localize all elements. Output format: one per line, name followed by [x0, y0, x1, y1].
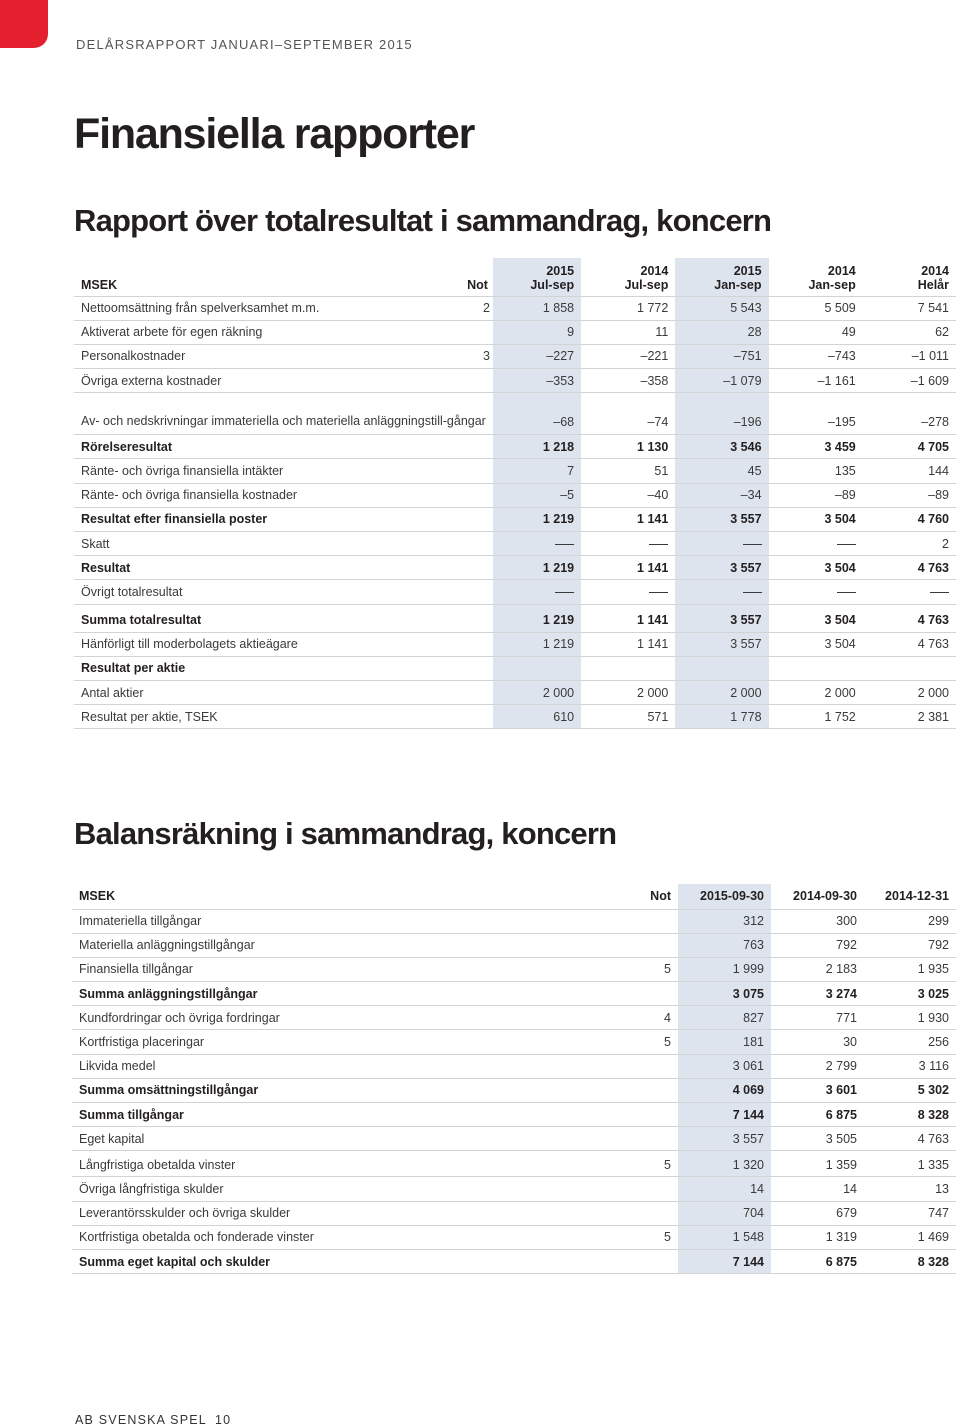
row-value: 7 144	[678, 1249, 771, 1273]
row-label: Leverantörsskulder och övriga skulder	[72, 1201, 592, 1225]
row-value: 2 000	[493, 680, 581, 704]
table-row	[72, 982, 956, 1006]
row-note	[592, 982, 678, 1006]
row-value: –89	[863, 483, 956, 507]
table-row	[74, 507, 956, 531]
row-value	[581, 532, 675, 556]
row-label: Immateriella tillgångar	[72, 909, 592, 933]
row-note	[592, 909, 678, 933]
table-row	[74, 320, 956, 344]
row-value: 1 469	[864, 1225, 956, 1249]
column-header-2014-09-30: 2014-09-30	[771, 884, 864, 909]
row-label: Materiella anläggningstillgångar	[72, 933, 592, 957]
column-header-note: Not	[467, 277, 488, 292]
empty-value-dash	[555, 544, 574, 545]
row-note	[592, 1249, 678, 1273]
row-value: 1 778	[675, 705, 768, 729]
empty-value-dash	[930, 592, 949, 593]
row-value	[675, 580, 768, 604]
row-label: Aktiverat arbete för egen räkning	[74, 320, 493, 344]
footer-company: AB SVENSKA SPEL	[75, 1413, 207, 1427]
column-header-msek: MSEK	[72, 884, 592, 909]
table-row: Personalkostnader 3 –227 –221 –751 –743 –1 011	[74, 344, 956, 368]
row-note	[592, 1201, 678, 1225]
row-value: 2 381	[863, 705, 956, 729]
row-value: 827	[678, 1006, 771, 1030]
row-value: 2 000	[769, 680, 863, 704]
row-value: 2 000	[675, 680, 768, 704]
row-value: 1 219	[493, 556, 581, 580]
empty-value-dash	[555, 592, 574, 593]
row-value: 6 875	[771, 1103, 864, 1127]
row-value: 51	[581, 459, 675, 483]
row-label: Nettoomsättning från spelverksamhet m.m.	[74, 296, 493, 320]
row-value: 181	[678, 1030, 771, 1054]
row-value: 4 705	[863, 435, 956, 459]
row-value: 571	[581, 705, 675, 729]
row-label: Summa anläggningstillgångar	[72, 982, 592, 1006]
income-statement-title: Rapport över totalresultat i sammandrag, koncern	[74, 203, 772, 238]
row-value: 30	[771, 1030, 864, 1054]
row-value: –278	[863, 393, 956, 435]
table-row	[74, 604, 956, 632]
row-value: 5 302	[864, 1078, 956, 1102]
row-value: 49	[769, 320, 863, 344]
row-value: –1 011	[863, 344, 956, 368]
row-value	[863, 656, 956, 680]
table-row	[72, 1127, 956, 1151]
row-value: 5 509	[769, 296, 863, 320]
row-value: 9	[493, 320, 581, 344]
table-row	[74, 580, 956, 604]
table-row	[72, 1078, 956, 1102]
page-title: Finansiella rapporter	[74, 110, 475, 158]
row-value: 312	[678, 909, 771, 933]
row-value: 7 144	[678, 1103, 771, 1127]
row-label: Långfristiga obetalda vinster	[72, 1151, 592, 1177]
column-header-2014-jan-sep: 2014 Jan-sep	[769, 258, 863, 296]
row-value: 1 141	[581, 632, 675, 656]
row-note	[592, 1103, 678, 1127]
row-value: 2 000	[863, 680, 956, 704]
table-row	[72, 957, 956, 981]
row-value: 1 930	[864, 1006, 956, 1030]
row-value: 792	[864, 933, 956, 957]
row-value	[675, 532, 768, 556]
row-value: 1 772	[581, 296, 675, 320]
row-value: 1 218	[493, 435, 581, 459]
row-note	[592, 1054, 678, 1078]
empty-value-dash	[743, 592, 762, 593]
row-value: 1 219	[493, 507, 581, 531]
row-label: Kortfristiga obetalda och fonderade vinster	[72, 1225, 592, 1249]
row-note: 5	[592, 1151, 678, 1177]
row-value: 1 752	[769, 705, 863, 729]
row-value: 14	[771, 1177, 864, 1201]
row-value: 3 504	[769, 632, 863, 656]
row-label: Övrigt totalresultat	[74, 580, 493, 604]
row-value	[581, 656, 675, 680]
row-value: 1 935	[864, 957, 956, 981]
row-value: 13	[864, 1177, 956, 1201]
row-value: 3 459	[769, 435, 863, 459]
row-value: 610	[493, 705, 581, 729]
income-statement-table	[74, 258, 956, 729]
row-label: Ränte- och övriga finansiella intäkter	[74, 459, 493, 483]
row-label: Resultat per aktie	[74, 656, 493, 680]
row-value: 4 763	[864, 1127, 956, 1151]
row-value: –221	[581, 344, 675, 368]
row-value: 4 763	[863, 604, 956, 632]
row-label: Summa totalresultat	[74, 604, 493, 632]
row-value: 4 760	[863, 507, 956, 531]
table-row	[74, 705, 956, 729]
row-value: 1 359	[771, 1151, 864, 1177]
row-value: 62	[863, 320, 956, 344]
row-label: Antal aktier	[74, 680, 493, 704]
row-label: Resultat per aktie, TSEK	[74, 705, 493, 729]
row-value: –353	[493, 369, 581, 393]
row-value: 1 320	[678, 1151, 771, 1177]
row-value: 8 328	[864, 1249, 956, 1273]
row-value: 2 183	[771, 957, 864, 981]
row-value: –5	[493, 483, 581, 507]
table-row	[72, 1249, 956, 1273]
table-row: Nettoomsättning från spelverksamhet m.m. 2 1 858 1 772 5 543 5 509 7 541	[74, 296, 956, 320]
table-row	[74, 393, 956, 435]
row-value: 3 557	[675, 556, 768, 580]
row-label: Resultat efter finansiella poster	[74, 507, 493, 531]
row-note: 5	[592, 1030, 678, 1054]
table-row	[72, 1006, 956, 1030]
row-value: 256	[864, 1030, 956, 1054]
row-label: Övriga långfristiga skulder	[72, 1177, 592, 1201]
row-value	[493, 656, 581, 680]
table-row	[74, 369, 956, 393]
table-row	[72, 909, 956, 933]
row-label: Hänförligt till moderbolagets aktieägare	[74, 632, 493, 656]
row-value: 3 504	[769, 604, 863, 632]
row-label: Skatt	[74, 532, 493, 556]
row-label: Personalkostnader	[74, 344, 493, 368]
row-note	[592, 1127, 678, 1151]
empty-value-dash	[743, 544, 762, 545]
row-value: 3 557	[678, 1127, 771, 1151]
row-value: 2 799	[771, 1054, 864, 1078]
column-header-2015-jul-sep: 2015 Jul-sep	[493, 258, 581, 296]
row-value: 299	[864, 909, 956, 933]
row-value: –1 161	[769, 369, 863, 393]
table-row	[72, 1151, 956, 1177]
row-value: 771	[771, 1006, 864, 1030]
table-row	[72, 1177, 956, 1201]
row-value: –34	[675, 483, 768, 507]
row-note: 5	[592, 957, 678, 981]
row-value: 1 219	[493, 632, 581, 656]
row-value	[769, 656, 863, 680]
row-note: 5	[592, 1225, 678, 1249]
column-header-2015-09-30: 2015-09-30	[678, 884, 771, 909]
row-value: –751	[675, 344, 768, 368]
empty-value-dash	[649, 544, 668, 545]
footer-page-number: 10	[214, 1413, 232, 1427]
table-row	[72, 1103, 956, 1127]
row-value: 2	[863, 532, 956, 556]
row-value	[581, 580, 675, 604]
running-header: DELÅRSRAPPORT JANUARI–SEPTEMBER 2015	[76, 37, 413, 52]
row-value: 14	[678, 1177, 771, 1201]
row-value: 763	[678, 933, 771, 957]
page-footer	[75, 1413, 231, 1427]
row-value: 704	[678, 1201, 771, 1225]
table-row	[74, 532, 956, 556]
column-header-msek: MSEK Not	[74, 258, 493, 296]
column-header-2014-jul-sep: 2014 Jul-sep	[581, 258, 675, 296]
row-value: 3 601	[771, 1078, 864, 1102]
row-value: 1 141	[581, 604, 675, 632]
row-value: 3 116	[864, 1054, 956, 1078]
empty-value-dash	[837, 592, 856, 593]
table-row	[72, 1225, 956, 1249]
row-value: 1 219	[493, 604, 581, 632]
row-value: –68	[493, 393, 581, 435]
row-value: 4 069	[678, 1078, 771, 1102]
row-value: 1 141	[581, 556, 675, 580]
column-header-note: Not	[592, 884, 678, 909]
row-value: –1 609	[863, 369, 956, 393]
row-value: –196	[675, 393, 768, 435]
row-value: 3 557	[675, 632, 768, 656]
row-value: 7	[493, 459, 581, 483]
row-value: 135	[769, 459, 863, 483]
row-value	[493, 580, 581, 604]
row-value: 3 061	[678, 1054, 771, 1078]
row-value: –40	[581, 483, 675, 507]
balance-sheet-title: Balansräkning i sammandrag, koncern	[74, 816, 617, 851]
row-value: 4 763	[863, 556, 956, 580]
row-label: Finansiella tillgångar	[72, 957, 592, 981]
row-label: Summa tillgångar	[72, 1103, 592, 1127]
table-row	[74, 435, 956, 459]
row-value: –743	[769, 344, 863, 368]
row-label: Av- och nedskrivningar immateriella och materiella anläggningstill-gångar	[74, 393, 493, 435]
row-value: 1 319	[771, 1225, 864, 1249]
row-value: –1 079	[675, 369, 768, 393]
column-header-2015-jan-sep: 2015 Jan-sep	[675, 258, 768, 296]
empty-value-dash	[837, 544, 856, 545]
row-value: 144	[863, 459, 956, 483]
row-value	[675, 656, 768, 680]
row-label: Kundfordringar och övriga fordringar	[72, 1006, 592, 1030]
row-value	[863, 580, 956, 604]
balance-sheet-table	[72, 884, 956, 1274]
row-value: 11	[581, 320, 675, 344]
row-value	[769, 532, 863, 556]
table-header-row	[74, 258, 956, 296]
row-value: 3 557	[675, 507, 768, 531]
row-value: 679	[771, 1201, 864, 1225]
row-value: –227	[493, 344, 581, 368]
row-label: Ränte- och övriga finansiella kostnader	[74, 483, 493, 507]
table-row	[72, 1030, 956, 1054]
row-value: 1 999	[678, 957, 771, 981]
row-value: 1 335	[864, 1151, 956, 1177]
row-value: 3 504	[769, 507, 863, 531]
table-header-row	[72, 884, 956, 909]
row-note	[592, 1177, 678, 1201]
table-row	[74, 459, 956, 483]
corner-accent-tab	[0, 0, 48, 48]
row-label: Rörelseresultat	[74, 435, 493, 459]
row-label: Resultat	[74, 556, 493, 580]
row-note	[592, 933, 678, 957]
row-value: 1 141	[581, 507, 675, 531]
row-label: Eget kapital	[72, 1127, 592, 1151]
empty-value-dash	[649, 592, 668, 593]
row-value: 45	[675, 459, 768, 483]
table-row	[72, 933, 956, 957]
row-value: 5 543	[675, 296, 768, 320]
row-value: 1 130	[581, 435, 675, 459]
table-row	[74, 656, 956, 680]
row-value: 747	[864, 1201, 956, 1225]
row-value: –74	[581, 393, 675, 435]
table-row	[74, 632, 956, 656]
row-value: 3 546	[675, 435, 768, 459]
table-row	[72, 1054, 956, 1078]
row-value: 300	[771, 909, 864, 933]
row-note: 4	[592, 1006, 678, 1030]
row-value: –89	[769, 483, 863, 507]
row-value: 792	[771, 933, 864, 957]
row-value: 7 541	[863, 296, 956, 320]
table-row	[74, 483, 956, 507]
row-value: 8 328	[864, 1103, 956, 1127]
row-value: –195	[769, 393, 863, 435]
column-header-2014-12-31: 2014-12-31	[864, 884, 956, 909]
row-label: Kortfristiga placeringar	[72, 1030, 592, 1054]
row-value: 3 025	[864, 982, 956, 1006]
row-label: Likvida medel	[72, 1054, 592, 1078]
row-value: 3 557	[675, 604, 768, 632]
row-label: Summa omsättningstillgångar	[72, 1078, 592, 1102]
column-header-2014-helar: 2014 Helår	[863, 258, 956, 296]
row-value: 4 763	[863, 632, 956, 656]
row-value: –358	[581, 369, 675, 393]
row-value: 1 548	[678, 1225, 771, 1249]
row-value: 3 075	[678, 982, 771, 1006]
row-label: Summa eget kapital och skulder	[72, 1249, 592, 1273]
table-row	[72, 1201, 956, 1225]
row-value: 2 000	[581, 680, 675, 704]
row-value: 28	[675, 320, 768, 344]
row-label: Övriga externa kostnader	[74, 369, 493, 393]
table-row	[74, 680, 956, 704]
row-value: 6 875	[771, 1249, 864, 1273]
row-value	[493, 532, 581, 556]
row-note	[592, 1078, 678, 1102]
row-value: 3 505	[771, 1127, 864, 1151]
row-value: 1 858	[493, 296, 581, 320]
row-value	[769, 580, 863, 604]
row-value: 3 504	[769, 556, 863, 580]
row-value: 3 274	[771, 982, 864, 1006]
table-row	[74, 556, 956, 580]
